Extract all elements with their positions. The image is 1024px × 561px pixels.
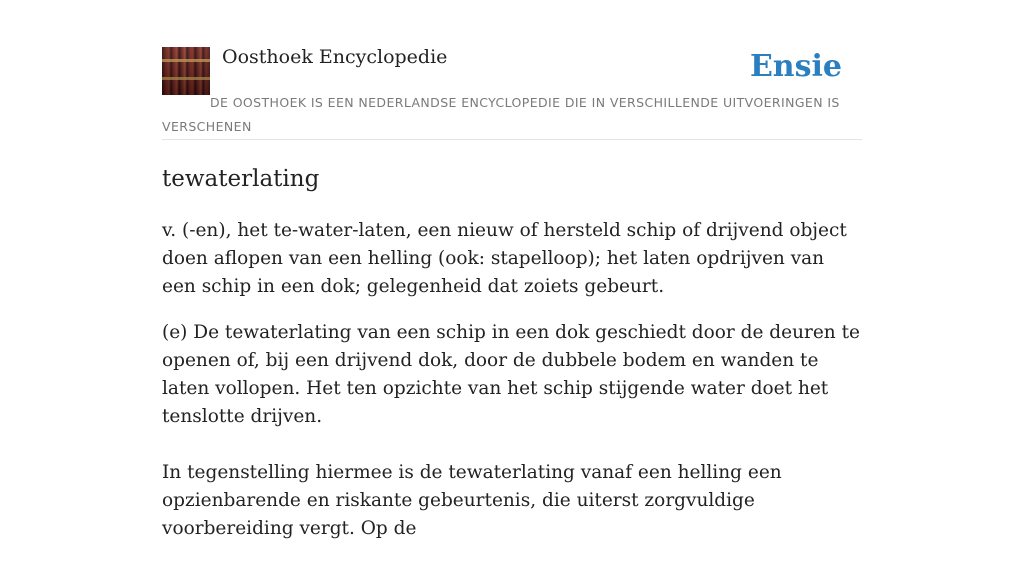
ensie-logo-link[interactable]: Ensie	[749, 49, 842, 84]
encyclopedia-books-icon[interactable]	[162, 47, 210, 95]
entry-title: tewaterlating	[162, 166, 320, 192]
header-divider	[162, 139, 862, 140]
entry-paragraph: In tegenstelling hiermee is de tewaterlating vanaf een helling een opzienbarende en riskante gebeurtenis, die uiterst zorgvuldige voorbereiding vergt. Op de	[162, 462, 782, 539]
entry-content	[162, 160, 862, 561]
entry-paragraph: (e) De tewaterlating van een schip in een dok geschiedt door de deuren te openen of, bij een drijvend dok, door de dubbele bodem en wanden te laten vollopen. Het ten opzichte van het schip stijgende water doet het tenslotte drijven.	[162, 322, 860, 427]
site-header	[162, 44, 862, 140]
site-tagline: DE OOSTHOEK IS EEN NEDERLANDSE ENCYCLOPEDIE DIE IN VERSCHILLENDE UITVOERINGEN IS VERSCHENEN	[162, 95, 840, 134]
entry-definition: v. (-en), het te-water-laten, een nieuw of hersteld schip of drijvend object doen aflopen van een helling (ook: stapelloop); het laten opdrijven van een schip in een dok; gelegenheid dat zoiets gebeurt.	[162, 220, 847, 297]
site-name-link[interactable]: Oosthoek Encyclopedie	[222, 46, 448, 68]
